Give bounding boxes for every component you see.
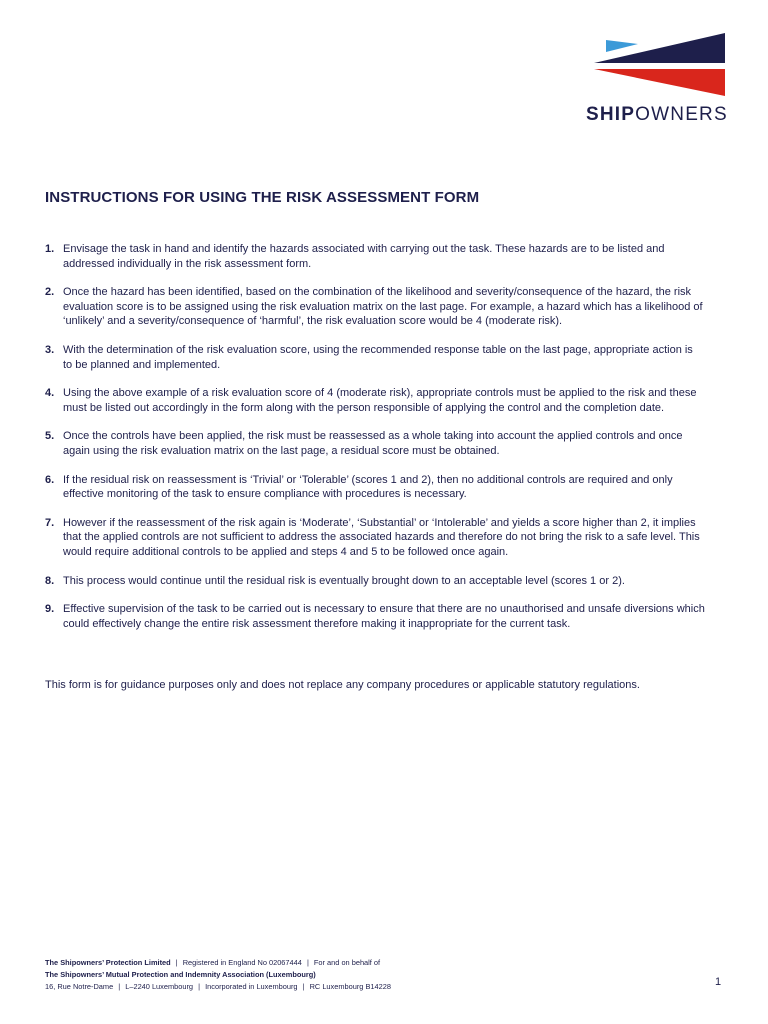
- logo-text-rest: OWNERS: [635, 104, 728, 125]
- footer-separator: |: [306, 958, 309, 967]
- footer-line-3: [45, 981, 391, 993]
- instruction-number: 1.: [45, 243, 55, 255]
- instruction-text: If the residual risk on reassessment is ‘Trivial’ or ‘Tolerable’ (scores 1 and 2), then no additional controls are required and only effective monitoring of the task to ensure compliance with procedures is necessary.: [63, 473, 673, 501]
- footer-separator: |: [175, 958, 178, 967]
- instruction-number: 7.: [45, 516, 55, 529]
- footer-association: The Shipowners’ Mutual Protection and Indemnity Association (Luxembourg): [45, 970, 316, 980]
- guidance-note: This form is for guidance purposes only and does not replace any company procedures or applicable statutory regulations.: [45, 679, 640, 691]
- instruction-item: [45, 516, 705, 560]
- logo-wordmark: [586, 104, 732, 126]
- footer: [45, 957, 391, 994]
- instruction-text: This process would continue until the residual risk is eventually brought down to an acceptable level (scores 1 or 2).: [63, 574, 625, 587]
- footer-address: 16, Rue Notre-Dame: [45, 982, 114, 992]
- instruction-number: 5.: [45, 430, 55, 443]
- instruction-number: 8.: [45, 574, 55, 587]
- instructions-list: [45, 242, 705, 645]
- instruction-number: 6.: [45, 473, 55, 486]
- instruction-text: Using the above example of a risk evaluation score of 4 (moderate risk), appropriate controls must be applied to the risk and these must be listed out accordingly in the form along with the person responsible of applying the control and the completion date.: [63, 387, 697, 414]
- instruction-text: Envisage the task in hand and identify the hazards associated with carrying out the task. These hazards are to be listed and addressed individually in the risk assessment form.: [63, 243, 665, 270]
- instruction-item: [45, 386, 705, 415]
- footer-line-1: [45, 957, 391, 969]
- instruction-item: [45, 602, 705, 631]
- instruction-item: [45, 473, 705, 502]
- page-title: INSTRUCTIONS FOR USING THE RISK ASSESSMENT FORM: [45, 189, 480, 206]
- instruction-text: Once the hazard has been identified, based on the combination of the likelihood and severity/consequence of the hazard, the risk evaluation score is to be assigned using the risk evaluation matrix on the last page. For example, a hazard which has a likelihood of ‘unlikely’ and a severity/consequence of ‘harmful’, the risk evaluation score would be 4 (moderate risk).: [63, 286, 703, 328]
- footer-rc-number: RC Luxembourg B14228: [309, 982, 391, 992]
- instruction-text: Effective supervision of the task to be carried out is necessary to ensure that there are no unauthorised and unsafe diversions which could effectively change the entire risk assessment therefore making it inappropriate for the current task.: [63, 603, 705, 630]
- instruction-text: Once the controls have been applied, the risk must be reassessed as a whole taking into account the applied controls and once again using the risk evaluation matrix on the last page, a residual score must be obtained.: [63, 430, 683, 457]
- instruction-number: 2.: [45, 286, 55, 299]
- shipowners-logo: [586, 32, 732, 126]
- logo-text-bold: SHIP: [586, 104, 636, 125]
- instruction-item: [45, 429, 705, 458]
- footer-separator: |: [118, 982, 121, 992]
- instruction-number: 4.: [45, 387, 55, 400]
- footer-incorporated: Incorporated in Luxembourg: [205, 982, 298, 992]
- footer-separator: |: [198, 982, 201, 992]
- instruction-text: With the determination of the risk evaluation score, using the recommended response table on the last page, appropriate action is to be planned and implemented.: [63, 343, 693, 371]
- flag-logo-icon: [586, 32, 732, 98]
- instruction-number: 3.: [45, 343, 55, 356]
- instruction-text: However if the reassessment of the risk again is ‘Moderate’, ‘Substantial’ or ‘Intolerable’ and yields a score higher than 2, it implies that the applied controls are not sufficient to address the associated hazards and therefore do not bring the risk to a safe level. This would require additional controls to be applied and steps 4 and 5 to be followed once again.: [63, 516, 700, 558]
- instruction-item: [45, 343, 705, 372]
- footer-postcode: L–2240 Luxembourg: [125, 982, 194, 992]
- footer-company: The Shipowners’ Protection Limited: [45, 958, 171, 967]
- instruction-item: [45, 574, 705, 589]
- footer-registration: Registered in England No 02067444: [182, 958, 302, 967]
- footer-line-2: [45, 969, 391, 981]
- instruction-item: [45, 285, 705, 329]
- footer-on-behalf: For and on behalf of: [313, 958, 381, 967]
- instruction-item: [45, 242, 705, 271]
- instruction-number: 9.: [45, 603, 55, 616]
- footer-separator: |: [302, 982, 305, 992]
- page-number: 1: [715, 976, 722, 988]
